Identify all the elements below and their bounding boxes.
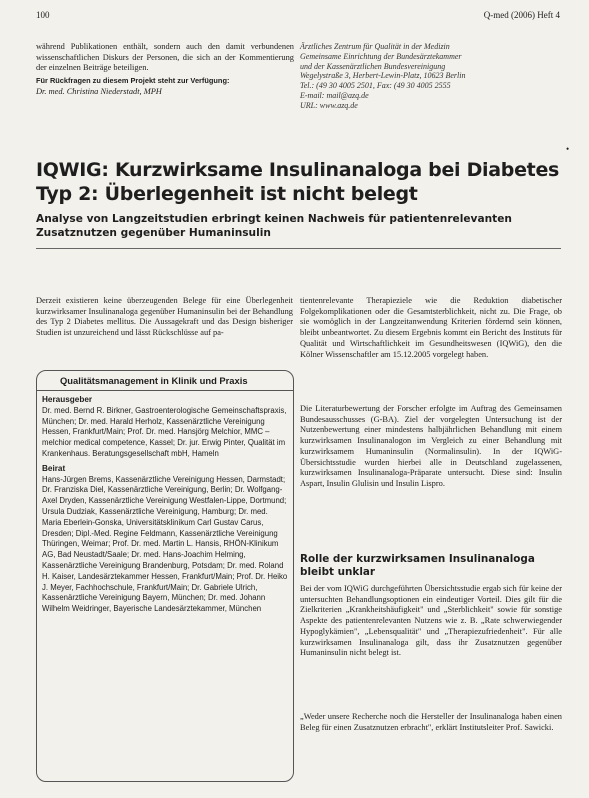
address-email: E-mail: mail@azq.de [300, 90, 369, 100]
board-label: Beirat [42, 463, 66, 473]
article-title-line: Typ 2: Überlegenheit ist nicht belegt [36, 183, 418, 205]
address-url: URL: www.azq.de [300, 100, 358, 110]
address-line: Tel.: (49 30 4005 2501, Fax: (49 30 4005 2555 [300, 81, 451, 91]
address-line: Ärztliches Zentrum für Qualität in der Medizin [300, 42, 450, 51]
body-paragraph-text: Bei der vom IQWiG durchgeführten Übersichtsstudie ergab sich für keine der untersuchten Behandlungsoptionen ein eindeutiger Vorteil. Dies gilt für die Zielkriterien „Krankheitshäufigkeit" und „Sterblichkeit" sowie für sonstige Aspekte des patientenrelevanten Nutzens wie z. B. „Rate schwerwiegender Hypoglykämien", „Lebensqualität" und „Therapiezufriedenheit". Für alle kurzwirksamen Insulinanaloga gilt, dass ihr Zusatznutzen gegenüber Humaninsulin nicht belegt ist. [300, 584, 562, 658]
article-subtitle-line: Analyse von Langzeitstudien erbringt keinen Nachweis für patientenrelevanten [36, 213, 512, 225]
section-heading-line: Rolle der kurzwirksamen Insulinanaloga [300, 553, 535, 565]
article-subtitle-line: Zusatznutzen gegenüber Humaninsulin [36, 226, 271, 239]
section-divider [36, 248, 561, 249]
previous-article-text: während Publikationen enthält, sondern auch den damit verbundenen wissenschaftlichen Diskurs der Personen, die sich an der Kommentierung der einzelnen Beiträge beteiligen. [36, 42, 294, 73]
body-paragraph [300, 404, 562, 490]
article-title [36, 158, 561, 206]
publisher-list: Dr. med. Bernd R. Birkner, Gastroenterologische Gemeinschaftspraxis, München; Dr. med. Harald Herholz, Kassenärztliche Vereinigung Hessen, Frankfurt/Main; Prof. Dr. med. Hansjörg Melchior, MMC – melchior medical competence, Kassel; Dr. jur. Erwig Pinter, Qualität im Krankenhaus. Beratungsgesellschaft mbH, Hameln [42, 405, 287, 458]
board-list: Hans-Jürgen Brems, Kassenärztliche Vereinigung Hessen, Darmstadt; Dr. Franziska Diel, Kassenärztliche Vereinigung, Berlin; Dr. Wolfgang-Axel Dryden, Kassenärztliche Vereinigung Westfalen-Lippe, Dortmund; Ursula Dudziak, Kassenärztliche Vereinigung, Hamburg; Dr. med. Maria Eberlein-Gonska, Universitätsklinikum Carl Gustav Carus, Dresden; Dipl.-Med. Regine Feldmann, Kassenärztliche Vereinigung Thüringen, Weimar; Prof. Dr. med. Martin L. Hansis, RHÖN-Klinikum AG, Bad Neustadt/Saale; Dr. med. Hans-Joachim Helming, Kassenärztliche Vereinigung Brandenburg, Potsdam; Dr. med. Roland H. Kaiser, Landesärztekammer Hessen, Frankfurt/Main; Prof. Dr. Heiko J. Meyer, Fachhochschule, Frankfurt/Main; Dr. Gabriele Ulrich, Kassenärztliche Vereinigung Bayern, München; Dr. med. Johann Wilhelm Weidringer, Bayerische Landesärztekammer, München [42, 474, 288, 614]
body-paragraph [300, 584, 562, 659]
article-subtitle [36, 213, 561, 240]
address-line: und der Kassenärztlichen Bundesvereinigung [300, 61, 446, 71]
body-paragraph-text: „Weder unsere Recherche noch die Hersteller der Insulinanaloga haben einen Beleg für einen Zusatznutzen erbracht", erklärt Institutsleiter Prof. Sawicki. [300, 712, 562, 732]
article-intro [36, 296, 293, 339]
address-block [300, 42, 570, 111]
article-title-line: IQWIG: Kurzwirksame Insulinanaloga bei Diabetes [36, 159, 560, 181]
body-paragraph-text: tientenrelevante Therapieziele wie die Reduktion diabetischer Folgekomplikationen oder die Gesamtsterblichkeit, nicht zu. Die Frage, ob sie womöglich in der Langzeitanwendung Kriterien fördernd sein können, bleibt unbeantwortet. Zu diesem Ergebnis kommt ein Bericht des Instituts für Qualität und Wirtschaftlichkeit im Gesundheitswesen (IQWiG), den die Kölner Wissenschaftler am 15.12.2005 vorgelegt haben. [300, 296, 562, 359]
contact-label: Für Rückfragen zu diesem Projekt steht zur Verfügung: [36, 76, 230, 86]
editorial-board-title: Qualitätsmanagement in Klinik und Praxis [60, 375, 248, 386]
journal-name: Q-med (2006) Heft 4 [483, 10, 560, 20]
body-paragraph-text: Die Literaturbewertung der Forscher erfolgte im Auftrag des Gemeinsamen Bundesausschusses (G-BA). Ziel der vorgelegten Untersuchung ist der Nutzenbewertung einer mindestens halbjährlichen Behandlung mit einem kurzwirksamen Insulinanalogon im Vergleich zu einer Behandlung mit kurzwirksamem Humaninsulin (Normalinsulin). In der IQWiG-Übersichtsstudie wurden hierbei alle in Deutschland zugelassenen, kurzwirksamen Insulinanaloga-Präparate untersucht. Diese sind: Insulin Aspart, Insulin Glulisin und Insulin Lispro. [300, 404, 562, 488]
previous-article-ending [36, 42, 294, 98]
address-line: Gemeinsame Einrichtung der Bundesärztekammer [300, 51, 462, 61]
publisher-label: Herausgeber [42, 395, 93, 404]
editorial-board-body [42, 395, 288, 615]
address-line: Wegelystraße 3, Herbert-Lewin-Platz, 10623 Berlin [300, 71, 466, 81]
body-paragraph [300, 712, 562, 733]
end-bullet-icon: • [566, 144, 570, 154]
body-paragraph [300, 296, 562, 360]
page-number: 100 [36, 10, 50, 20]
section-heading [300, 553, 562, 578]
section-heading-line: bleibt unklar [300, 565, 376, 578]
intro-paragraph: Derzeit existieren keine überzeugenden Belege für eine Überlegenheit kurzwirksamer Insulinanaloga gegenüber Humaninsulin bei der Behandlung des Typ 2 Diabetes mellitus. Die Aussagekraft und das Design bisheriger Studien ist unzureichend und lässt Rückschlüsse auf pa- [36, 296, 293, 338]
contact-name: Dr. med. Christina Niederstadt, MPH [36, 86, 162, 96]
